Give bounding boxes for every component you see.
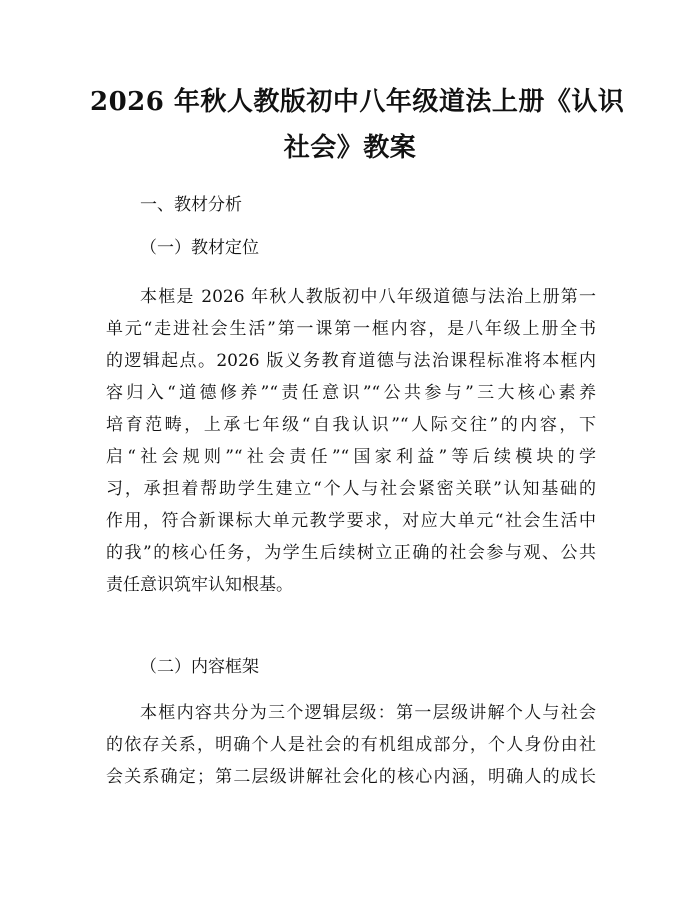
paragraph-1-line: 作用，符合新课标大单元教学要求，对应大单元“社会生活中 [106,511,596,531]
paragraph-1-line: 启“社会规则”“社会责任”“国家利益”等后续模块的学 [106,447,596,467]
document-title-line-2: 社会》教案 [283,133,417,163]
paragraph-1-line: 习，承担着帮助学生建立“个人与社会紧密关联”认知基础的 [106,479,596,499]
paragraph-1-line: 的我”的核心任务，为学生后续树立正确的社会参与观、公共 [106,543,596,563]
paragraph-2-line: 本框内容共分为三个逻辑层级：第一层级讲解个人与社会 [140,703,596,723]
paragraph-2-line: 的依存关系，明确个人是社会的有机组成部分，个人身份由社 [106,735,596,755]
paragraph-1-line: 本框是 2026 年秋人教版初中八年级道德与法治上册第一 [140,287,596,307]
subsection-heading-positioning: （一）教材定位 [140,238,259,258]
paragraph-1-line: 容归入“道德修养”“责任意识”“公共参与”三大核心素养 [106,383,596,403]
subsection-heading-content-framework: （二）内容框架 [140,657,259,677]
paragraph-1-line: 单元“走进社会生活”第一课第一框内容，是八年级上册全书 [106,319,596,339]
paragraph-1-line: 的逻辑起点。2026 版义务教育道德与法治课程标准将本框内 [106,351,596,371]
document-title-line-1: 2026 年秋人教版初中八年级道法上册《认识 [90,87,625,117]
section-heading-textbook-analysis: 一、教材分析 [140,195,242,215]
paragraph-1-line: 责任意识筑牢认知根基。 [106,575,293,595]
paragraph-2-line: 会关系确定；第二层级讲解社会化的核心内涵，明确人的成长 [106,767,596,787]
paragraph-1-line: 培育范畴，上承七年级“自我认识”“人际交往”的内容，下 [106,415,596,435]
